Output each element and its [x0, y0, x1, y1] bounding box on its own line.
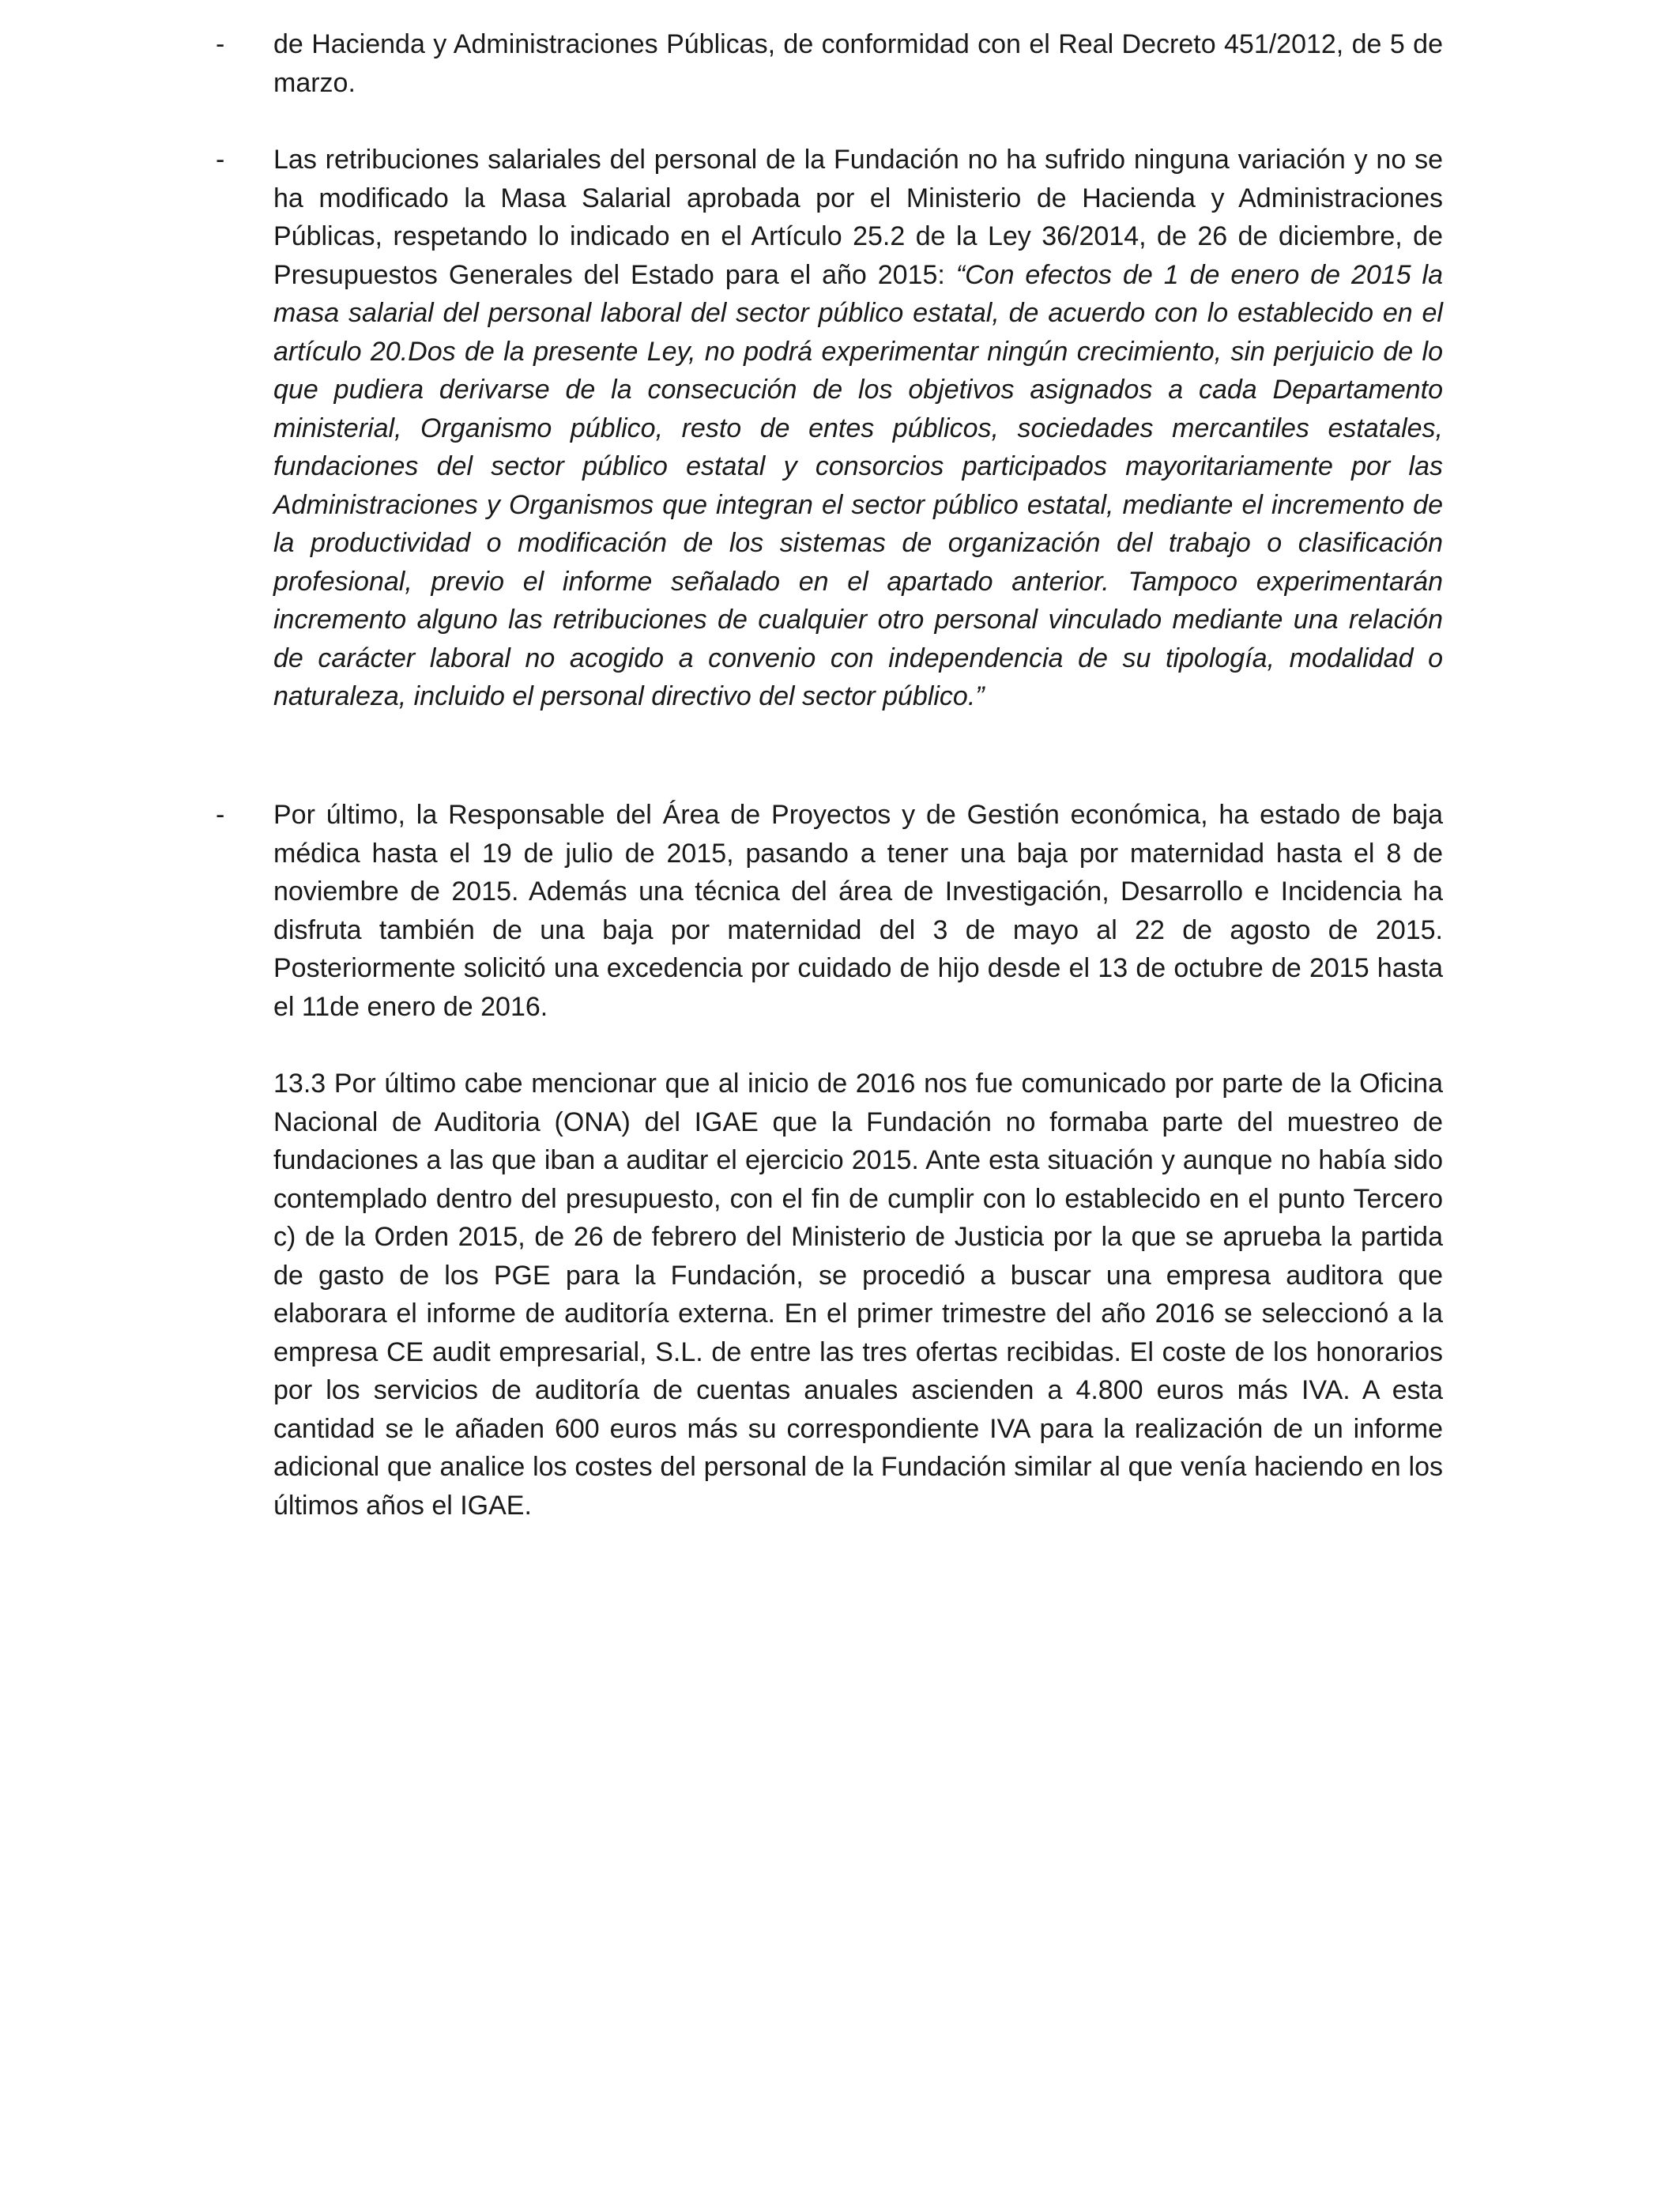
paragraph-text [273, 1065, 1443, 1525]
paragraph-retribuciones [273, 141, 1443, 716]
quoted-law-text: “Con efectos de 1 de enero de 2015 la masa salarial del personal laboral del sector público estatal, de acuerdo con lo establecido en el artículo 20.Dos de la presente Ley, no podrá experimentar ningún crecimiento, sin perjuicio de lo que pudiera derivarse de la consecución de los objetivos asignados a cada Departamento ministerial, Organismo público, resto de entes públicos, sociedades mercantiles estatales, fundaciones del sector público estatal y consorcios participados mayoritariamente por las Administraciones y Organismos que integran el sector público estatal, mediante el incremento de la productividad o modificación de los sistemas de organización del trabajo o clasificación profesional, previo el informe señalado en el apartado anterior. Tampoco experimentarán incremento alguno las retribuciones de cualquier otro personal vinculado mediante una relación de carácter laboral no acogido a convenio con independencia de su tipología, modalidad o naturaleza, incluido el personal directivo del sector público.” [273, 259, 1444, 711]
dash-bullet: - [216, 800, 225, 830]
paragraph-text [273, 796, 1443, 1026]
dash-bullet: - [216, 29, 225, 59]
paragraph-hacienda: de Hacienda y Administraciones Públicas, de conformidad con el Real Decreto 451/2012, de 5 de marzo. [273, 29, 1443, 98]
paragraph-retribuciones-plain: Las retribuciones salariales del personal de la Fundación no ha sufrido ninguna variación y no se ha modificado la Masa Salarial aprobada por el Ministerio de Hacienda y Administraciones Públicas, respetando lo indicado en el Artículo 25.2 de la Ley 36/2014, de 26 de diciembre, de Presupuestos Generales del Estado para el año 2015: [273, 145, 1443, 290]
dash-bullet: - [216, 145, 225, 175]
paragraph-auditoria: 13.3 Por último cabe mencionar que al inicio de 2016 nos fue comunicado por parte de la Oficina Nacional de Auditoria (ONA) del IGAE que la Fundación no formaba parte del muestreo de fundaciones a las que iban a auditar el ejercicio 2015. Ante esta situación y aunque no había sido contemplado dentro del presupuesto, con el fin de cumplir con lo establecido en el punto Tercero c) de la Orden 2015, de 26 de febrero del Ministerio de Justicia por la que se aprueba la partida de gasto de los PGE para la Fundación, se procedió a buscar una empresa auditora que elaborara el informe de auditoría externa. En el primer trimestre del año 2016 se seleccionó a la empresa CE audit empresarial, S.L. de entre las tres ofertas recibidas. El coste de los honorarios por los servicios de auditoría de cuentas anuales ascienden a 4.800 euros más IVA. A esta cantidad se le añaden 600 euros más su correspondiente IVA para la realización de un informe adicional que analice los costes del personal de la Fundación similar al que venía haciendo en los últimos años el IGAE. [273, 1069, 1443, 1521]
paragraph-text [273, 25, 1443, 102]
paragraph-text [273, 141, 1443, 716]
paragraph-bajas: Por último, la Responsable del Área de Proyectos y de Gestión económica, ha estado de baja médica hasta el 19 de julio de 2015, pasando a tener una baja por maternidad hasta el 8 de noviembre de 2015. Además una técnica del área de Investigación, Desarrollo e Incidencia ha disfruta también de una baja por maternidad del 3 de mayo al 22 de agosto de 2015. Posteriormente solicitó una excedencia por cuidado de hijo desde el 13 de octubre de 2015 hasta el 11de enero de 2016. [273, 800, 1443, 1022]
